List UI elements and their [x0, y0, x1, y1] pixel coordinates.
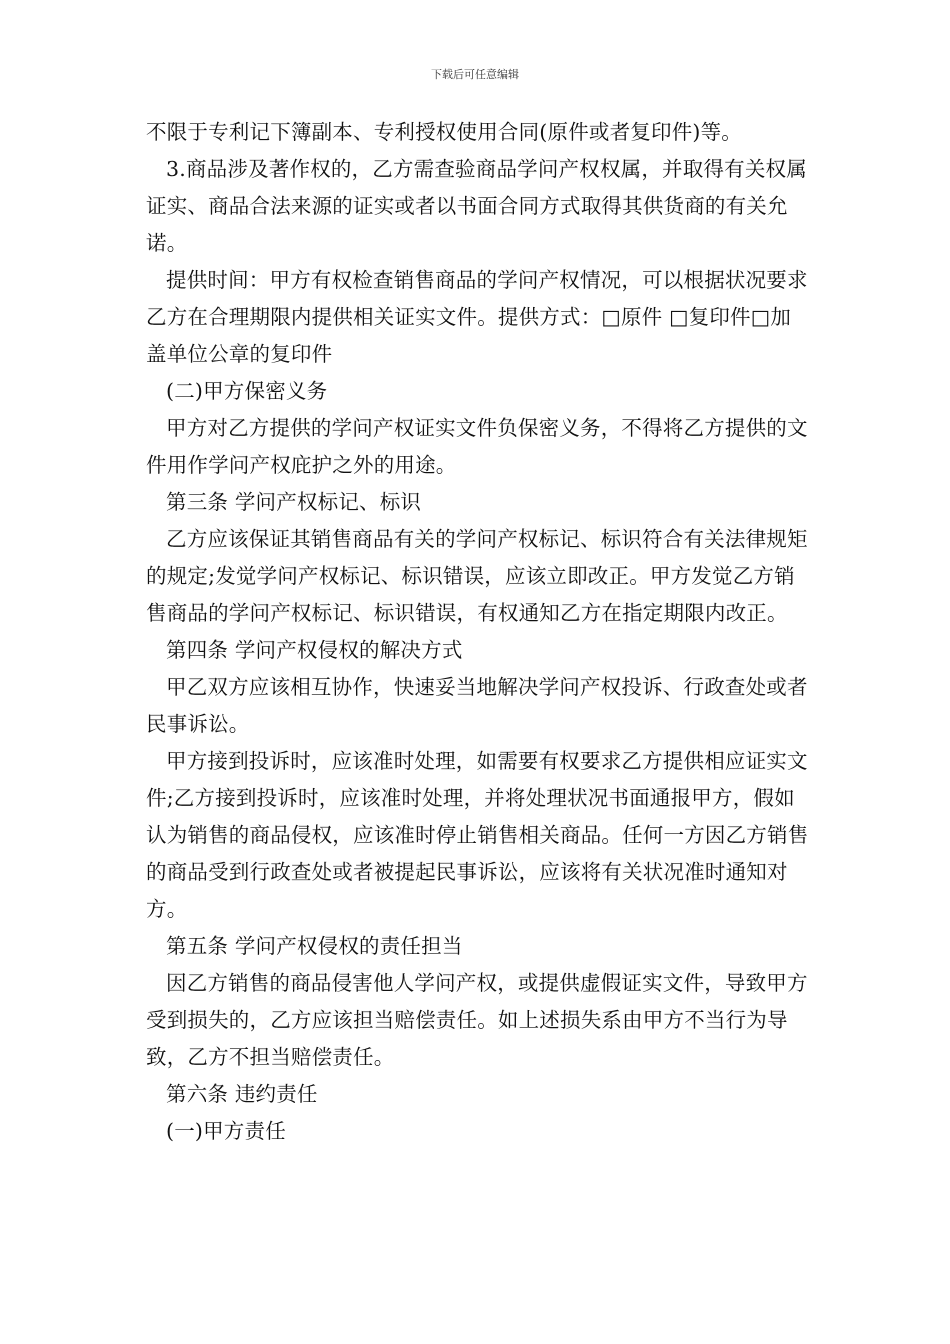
- article-heading-4: 第四条 学问产权侵权的解决方式: [166, 638, 463, 662]
- article-heading-3: 第三条 学问产权标记、标识: [166, 490, 422, 514]
- paragraph-copyright-clause: 3.商品涉及著作权的，乙方需查验商品学问产权权属，并取得有关权属证实、商品合法来源的证实或者以书面合同方式取得其供货商的有关允诺。: [146, 157, 807, 255]
- paragraph-confidentiality: 甲方对乙方提供的学问产权证实文件负保密义务，不得将乙方提供的文件用作学问产权庇护之外的用途。: [146, 416, 808, 477]
- paragraph-article-4-b: 甲方接到投诉时，应该准时处理，如需要有权要求乙方提供相应证实文件;乙方接到投诉时，应该准时处理，并将处理状况书面通报甲方，假如认为销售的商品侵权，应该准时停止销售相关商品。任何一方因乙方销售的商品受到行政查处或者被提起民事诉讼，应该将有关状况准时通知对方。: [146, 749, 809, 921]
- page-header-note: 下载后可任意编辑: [431, 68, 519, 81]
- paragraph-article-5: 因乙方销售的商品侵害他人学问产权，或提供虚假证实文件，导致甲方受到损失的，乙方应该担当赔偿责任。如上述损失系由甲方不当行为导致，乙方不担当赔偿责任。: [146, 971, 808, 1069]
- paragraph-article-4-a: 甲乙双方应该相互协作，快速妥当地解决学问产权投诉、行政查处或者民事诉讼。: [146, 675, 808, 736]
- paragraph-patent-docs: 不限于专利记下簿副本、专利授权使用合同(原件或者复印件)等。: [146, 120, 742, 144]
- section-heading-confidentiality: (二)甲方保密义务: [166, 379, 328, 403]
- paragraph-provision-time: 提供时间：甲方有权检查销售商品的学问产权情况，可以根据状况要求乙方在合理期限内提供相关证实文件。提供方式：□原件 □复印件□加盖单位公章的复印件: [146, 268, 808, 366]
- document-body: [146, 114, 810, 1150]
- section-heading-party-a-liability: (一)甲方责任: [166, 1119, 286, 1143]
- article-heading-6: 第六条 违约责任: [166, 1082, 318, 1106]
- article-heading-5: 第五条 学问产权侵权的责任担当: [166, 934, 463, 958]
- paragraph-article-3: 乙方应该保证其销售商品有关的学问产权标记、标识符合有关法律规矩的规定;发觉学问产权标记、标识错误，应该立即改正。甲方发觉乙方销售商品的学问产权标记、标识错误，有权通知乙方在指定期限内改正。: [146, 527, 808, 625]
